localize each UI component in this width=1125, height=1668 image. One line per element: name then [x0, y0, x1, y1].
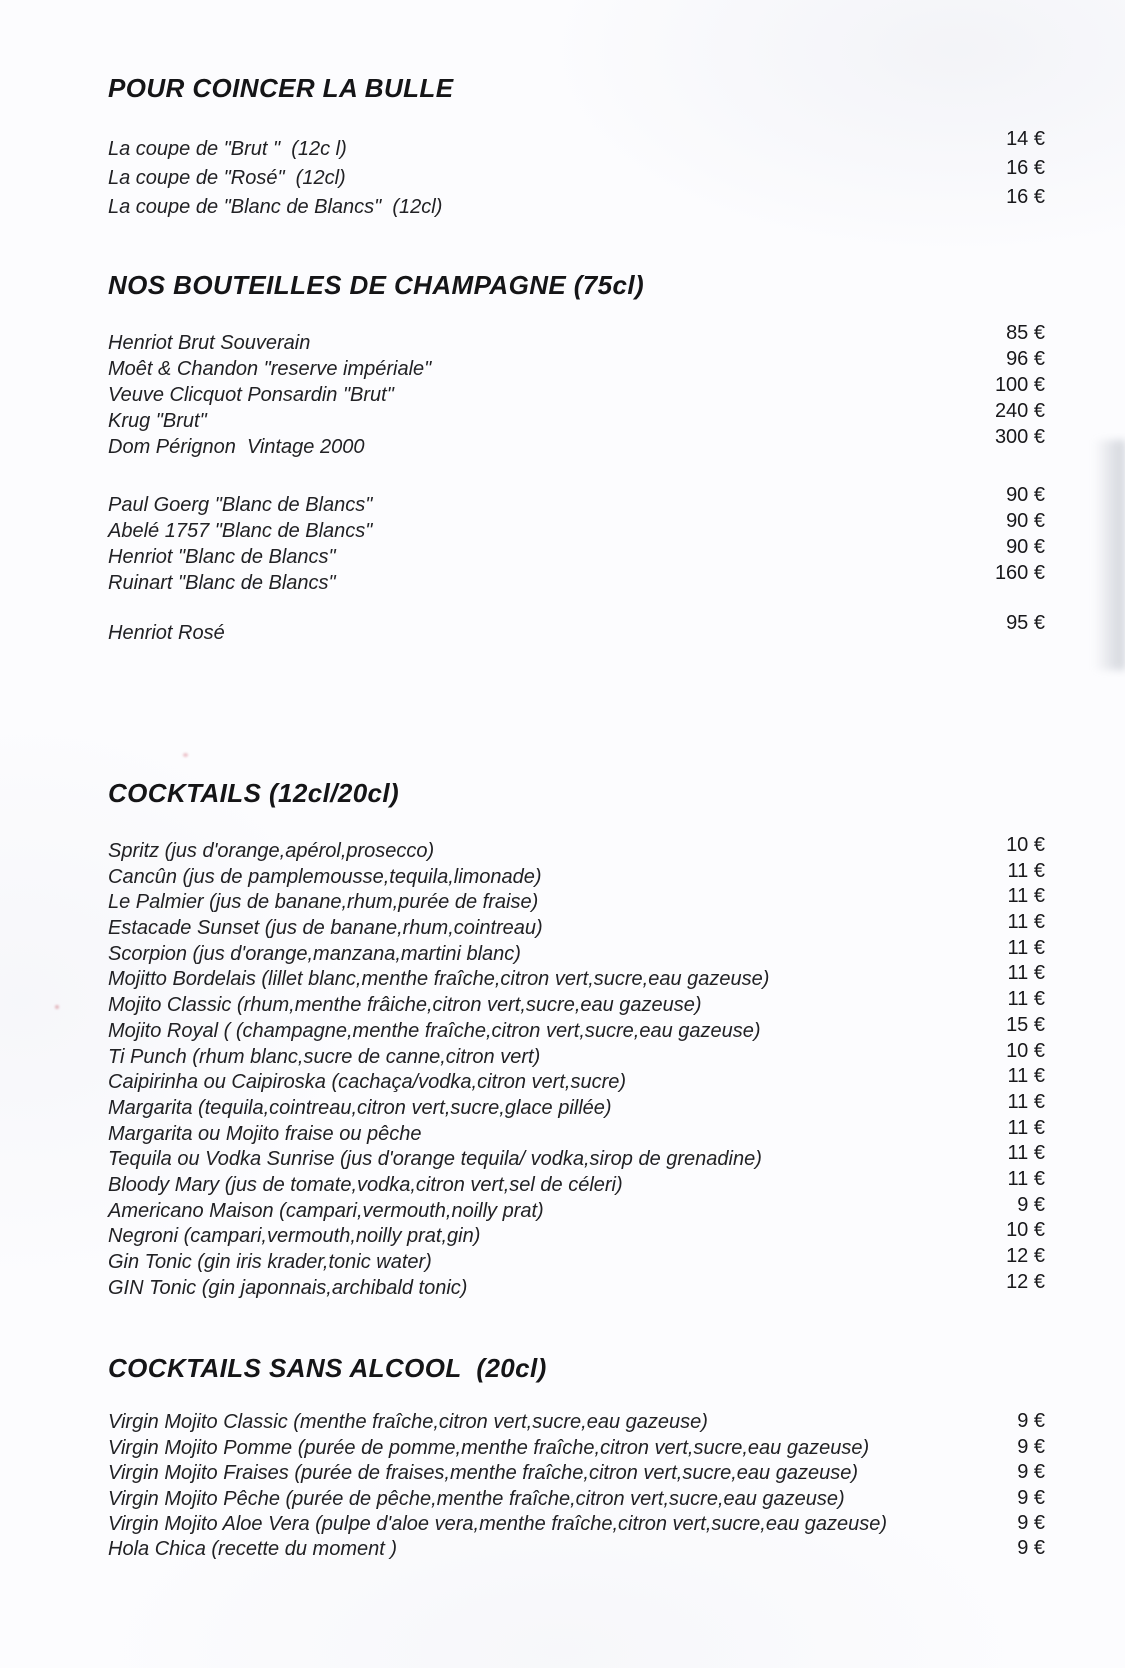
- item-price: 12 €: [1006, 1270, 1045, 1293]
- item-price: 11 €: [1007, 1116, 1045, 1139]
- menu-section: [108, 780, 1045, 1303]
- item-price: 300 €: [994, 426, 1045, 448]
- item-price: 11 €: [1007, 988, 1045, 1011]
- menu-item-row: [108, 1013, 1045, 1047]
- menu-item-row: [108, 1090, 1045, 1124]
- menu-item-row: [108, 859, 1045, 893]
- section-heading: COCKTAILS (12cl/20cl): [108, 778, 400, 808]
- item-name: Scorpion (jus d'orange,manzana,martini blanc): [108, 942, 521, 965]
- menu-item-row: [108, 536, 1045, 573]
- item-price: 100 €: [994, 374, 1045, 396]
- menu-item-row: [108, 1486, 1045, 1514]
- menu-item-row: [108, 1193, 1045, 1227]
- item-name: Bloody Mary (jus de tomate,vodka,citron vert,sel de céleri): [108, 1173, 623, 1196]
- item-name: Henriot "Blanc de Blancs": [108, 546, 336, 568]
- item-name: Margarita (tequila,cointreau,citron vert,sucre,glace pillée): [108, 1096, 612, 1119]
- item-name: Hola Chica (recette du moment ): [108, 1538, 398, 1561]
- item-name: La coupe de "Blanc de Blancs" (12cl): [108, 196, 443, 218]
- item-name: Mojitto Bordelais (lillet blanc,menthe fraîche,citron vert,sucre,eau gazeuse): [108, 968, 770, 991]
- item-price: 11 €: [1007, 885, 1045, 908]
- item-price: 16 €: [1006, 186, 1045, 208]
- menu-item-row: [108, 1511, 1045, 1539]
- menu-item-row: [108, 1270, 1045, 1304]
- item-price: 14 €: [1006, 128, 1045, 150]
- item-name: Paul Goerg "Blanc de Blancs": [108, 494, 373, 516]
- item-price: 10 €: [1006, 1219, 1045, 1242]
- menu-item-row: [108, 510, 1045, 547]
- item-price: 9 €: [1017, 1193, 1045, 1216]
- menu-item-row: [108, 186, 1045, 226]
- item-name: Margarita ou Mojito fraise ou pêche: [108, 1122, 422, 1145]
- item-name: Estacade Sunset (jus de banane,rhum,cointreau): [108, 917, 543, 940]
- item-price: 11 €: [1007, 1065, 1045, 1088]
- item-price: 11 €: [1007, 1142, 1045, 1165]
- item-price: 11 €: [1007, 859, 1045, 882]
- item-name: Veuve Clicquot Ponsardin "Brut": [108, 384, 394, 406]
- item-name: Henriot Rosé: [108, 622, 225, 644]
- item-price: 11 €: [1007, 936, 1045, 959]
- menu-sections: [108, 75, 1045, 1565]
- menu-item-row: [108, 1065, 1045, 1098]
- scan-edge-smudge: [1087, 440, 1125, 670]
- item-price: 11 €: [1007, 962, 1045, 985]
- menu-item-row: [108, 426, 1045, 463]
- menu-item-row: [108, 1245, 1045, 1278]
- menu-item-row: [108, 128, 1045, 168]
- item-name: La coupe de "Rosé" (12cl): [108, 167, 346, 189]
- item-price: 9 €: [1017, 1486, 1045, 1509]
- item-name: Abelé 1757 "Blanc de Blancs": [108, 520, 373, 542]
- item-group: [108, 128, 1045, 226]
- menu-item-row: [108, 1219, 1045, 1252]
- item-group: [108, 322, 1045, 463]
- item-name: Negroni (campari,vermouth,noilly prat,gin): [108, 1225, 481, 1248]
- section-heading: POUR COINCER LA BULLE: [108, 73, 454, 103]
- item-name: Henriot Brut Souverain: [108, 332, 311, 354]
- item-name: Virgin Mojito Pomme (purée de pomme,menthe fraîche,citron vert,sucre,eau gazeuse): [108, 1436, 870, 1459]
- item-name: Virgin Mojito Aloe Vera (pulpe d'aloe vera,menthe fraîche,citron vert,sucre,eau gazeuse): [108, 1512, 888, 1535]
- item-name: Le Palmier (jus de banane,rhum,purée de fraise): [108, 891, 539, 914]
- item-name: Spritz (jus d'orange,apérol,prosecco): [108, 840, 435, 862]
- menu-item-row: [108, 322, 1045, 359]
- item-price: 9 €: [1017, 1537, 1045, 1560]
- item-price: 90 €: [1006, 510, 1045, 532]
- item-name: Gin Tonic (gin iris krader,tonic water): [108, 1251, 432, 1273]
- item-name: Cancûn (jus de pamplemousse,tequila,limonade): [108, 865, 542, 888]
- item-name: Caipirinha ou Caipiroska (cachaça/vodka,citron vert,sucre): [108, 1071, 627, 1094]
- menu-item-row: [108, 962, 1045, 995]
- menu-section: [108, 272, 1045, 649]
- item-name: Virgin Mojito Classic (menthe fraîche,citron vert,sucre,eau gazeuse): [108, 1411, 708, 1434]
- item-name: Tequila ou Vodka Sunrise (jus d'orange tequila/ vodka,sirop de grenadine): [108, 1148, 762, 1171]
- section-heading: COCKTAILS SANS ALCOOL (20cl): [108, 1353, 547, 1384]
- item-price: 90 €: [1006, 484, 1045, 506]
- menu-item-row: [108, 400, 1045, 437]
- item-price: 9 €: [1017, 1435, 1045, 1458]
- scan-speck: [55, 1005, 59, 1009]
- menu-item-row: [108, 988, 1045, 1021]
- item-name: GIN Tonic (gin japonnais,archibald tonic): [108, 1276, 468, 1299]
- item-price: 240 €: [994, 400, 1045, 422]
- item-price: 9 €: [1017, 1511, 1045, 1534]
- item-price: 11 €: [1007, 1090, 1045, 1113]
- item-name: Americano Maison (campari,vermouth,noilly prat): [108, 1199, 544, 1222]
- item-price: 9 €: [1017, 1410, 1045, 1433]
- item-price: 10 €: [1006, 834, 1045, 856]
- item-name: Virgin Mojito Pêche (purée de pêche,menthe fraîche,citron vert,sucre,eau gazeuse): [108, 1487, 845, 1510]
- menu-item-row: [108, 834, 1045, 867]
- item-name: Dom Pérignon Vintage 2000: [108, 436, 365, 458]
- item-group: [108, 484, 1045, 599]
- menu-item-row: [108, 885, 1045, 918]
- item-price: 10 €: [1006, 1039, 1045, 1062]
- menu-item-row: [108, 1167, 1045, 1201]
- item-price: 160 €: [994, 562, 1045, 584]
- item-price: 11 €: [1007, 1167, 1045, 1190]
- item-group: [108, 612, 1045, 649]
- menu-item-row: [108, 1539, 1045, 1564]
- menu-item-row: [108, 1142, 1045, 1175]
- item-name: Mojito Classic (rhum,menthe frâiche,citron vert,sucre,eau gazeuse): [108, 994, 702, 1017]
- section-heading: NOS BOUTEILLES DE CHAMPAGNE (75cl): [108, 270, 645, 300]
- menu-section: [108, 75, 1045, 226]
- item-name: Ruinart "Blanc de Blancs": [108, 572, 336, 594]
- item-price: 16 €: [1006, 157, 1045, 179]
- menu-item-row: [108, 1463, 1045, 1488]
- menu-item-row: [108, 911, 1045, 944]
- menu-item-row: [108, 484, 1045, 521]
- item-price: 9 €: [1017, 1461, 1045, 1484]
- item-price: 96 €: [1006, 348, 1045, 370]
- menu-item-row: [108, 157, 1045, 197]
- menu-item-row: [108, 612, 1045, 649]
- menu-item-row: [108, 936, 1045, 970]
- menu-item-row: [108, 348, 1045, 385]
- menu-item-row: [108, 1435, 1045, 1463]
- item-price: 15 €: [1006, 1013, 1045, 1036]
- item-price: 95 €: [1006, 612, 1045, 634]
- item-price: 85 €: [1006, 322, 1045, 344]
- menu-section: [108, 1355, 1045, 1564]
- item-group: [108, 834, 1045, 1303]
- item-name: La coupe de "Brut " (12c l): [108, 138, 347, 160]
- item-name: Moêt & Chandon "reserve impériale": [108, 358, 432, 380]
- menu-item-row: [108, 1412, 1045, 1437]
- menu-item-row: [108, 562, 1045, 599]
- item-price: 11 €: [1007, 911, 1045, 934]
- item-price: 90 €: [1006, 536, 1045, 558]
- item-group: [108, 1412, 1045, 1564]
- menu-item-row: [108, 1039, 1045, 1073]
- item-name: Virgin Mojito Fraises (purée de fraises,menthe fraîche,citron vert,sucre,eau gazeuse): [108, 1462, 858, 1485]
- menu-item-row: [108, 1116, 1045, 1150]
- item-name: Ti Punch (rhum blanc,sucre de canne,citron vert): [108, 1045, 541, 1068]
- item-name: Mojito Royal ( (champagne,menthe fraîche,citron vert,sucre,eau gazeuse): [108, 1019, 761, 1042]
- menu-item-row: [108, 374, 1045, 411]
- item-name: Krug "Brut": [108, 410, 207, 432]
- item-price: 12 €: [1006, 1245, 1045, 1267]
